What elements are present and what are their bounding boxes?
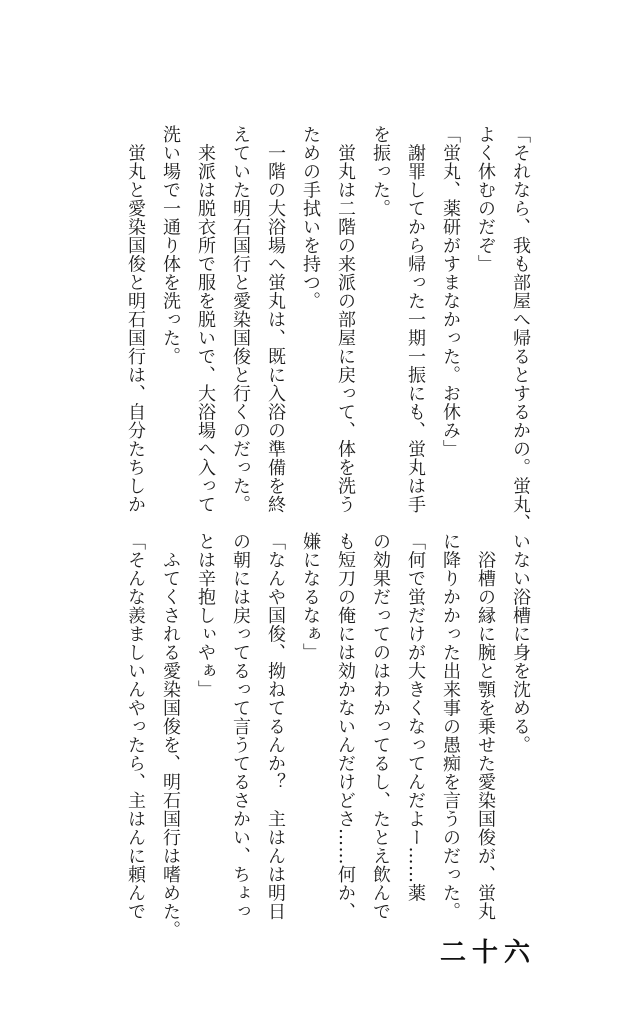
text-line: 蛍丸と愛染国俊と明石国行は、自分たちしか: [125, 125, 146, 514]
text-line: の効果だってのはわかってるし、たとえ飲んで: [370, 532, 391, 921]
text-line: に降りかかった出来事の愚痴を言うのだった。: [440, 532, 461, 921]
text-line: いない浴槽に身を沈める。: [510, 532, 531, 754]
lower-text-column: [118, 532, 538, 942]
text-line: 謝罪してから帰った一期一振にも、蛍丸は手: [405, 125, 426, 514]
text-line: も短刀の俺には効かないんだけどさ……何か、: [335, 532, 356, 921]
text-line: 洗い場で一通り体を洗った。: [160, 125, 181, 366]
text-line: 浴槽の縁に腕と顎を乗せた愛染国俊が、蛍丸: [475, 532, 496, 921]
text-line: ふてくされる愛染国俊を、明石国行は嗜めた。: [160, 532, 181, 939]
text-line: 一階の大浴場へ蛍丸は、既に入浴の準備を終: [265, 125, 286, 514]
text-line: とは辛抱しぃやぁ」: [195, 532, 216, 699]
text-line: えていた明石国行と愛染国俊と行くのだった。: [230, 125, 251, 514]
text-line: 「なんや国俊、拗ねてるんか？ 主はんは明日: [265, 532, 286, 921]
text-line: 嫌になるなぁ」: [300, 532, 321, 662]
text-line: を振った。: [370, 125, 391, 218]
text-line: 「そんな羨ましいんやったら、主はんに頼んで: [125, 532, 146, 921]
text-line: 「何で蛍だけが大きくなってんだよー……薬: [405, 532, 426, 902]
text-line: 蛍丸は二階の来派の部屋に戻って、体を洗う: [335, 125, 356, 514]
text-line: よく休むのだぞ」: [475, 125, 496, 273]
text-line: 来派は脱衣所で服を脱いで、大浴場へ入って: [195, 125, 216, 514]
text-line: 「それなら、我も部屋へ帰るとするかの。蛍丸、: [510, 125, 531, 532]
text-line: ための手拭いを持つ。: [300, 125, 321, 310]
text-line: の朝には戻ってるって言うてるさかい、ちょっ: [230, 532, 251, 921]
page-number: 二十六: [440, 938, 537, 968]
upper-text-column: [118, 125, 538, 532]
text-line: 「蛍丸、薬研がすまなかった。お休み」: [440, 125, 461, 458]
